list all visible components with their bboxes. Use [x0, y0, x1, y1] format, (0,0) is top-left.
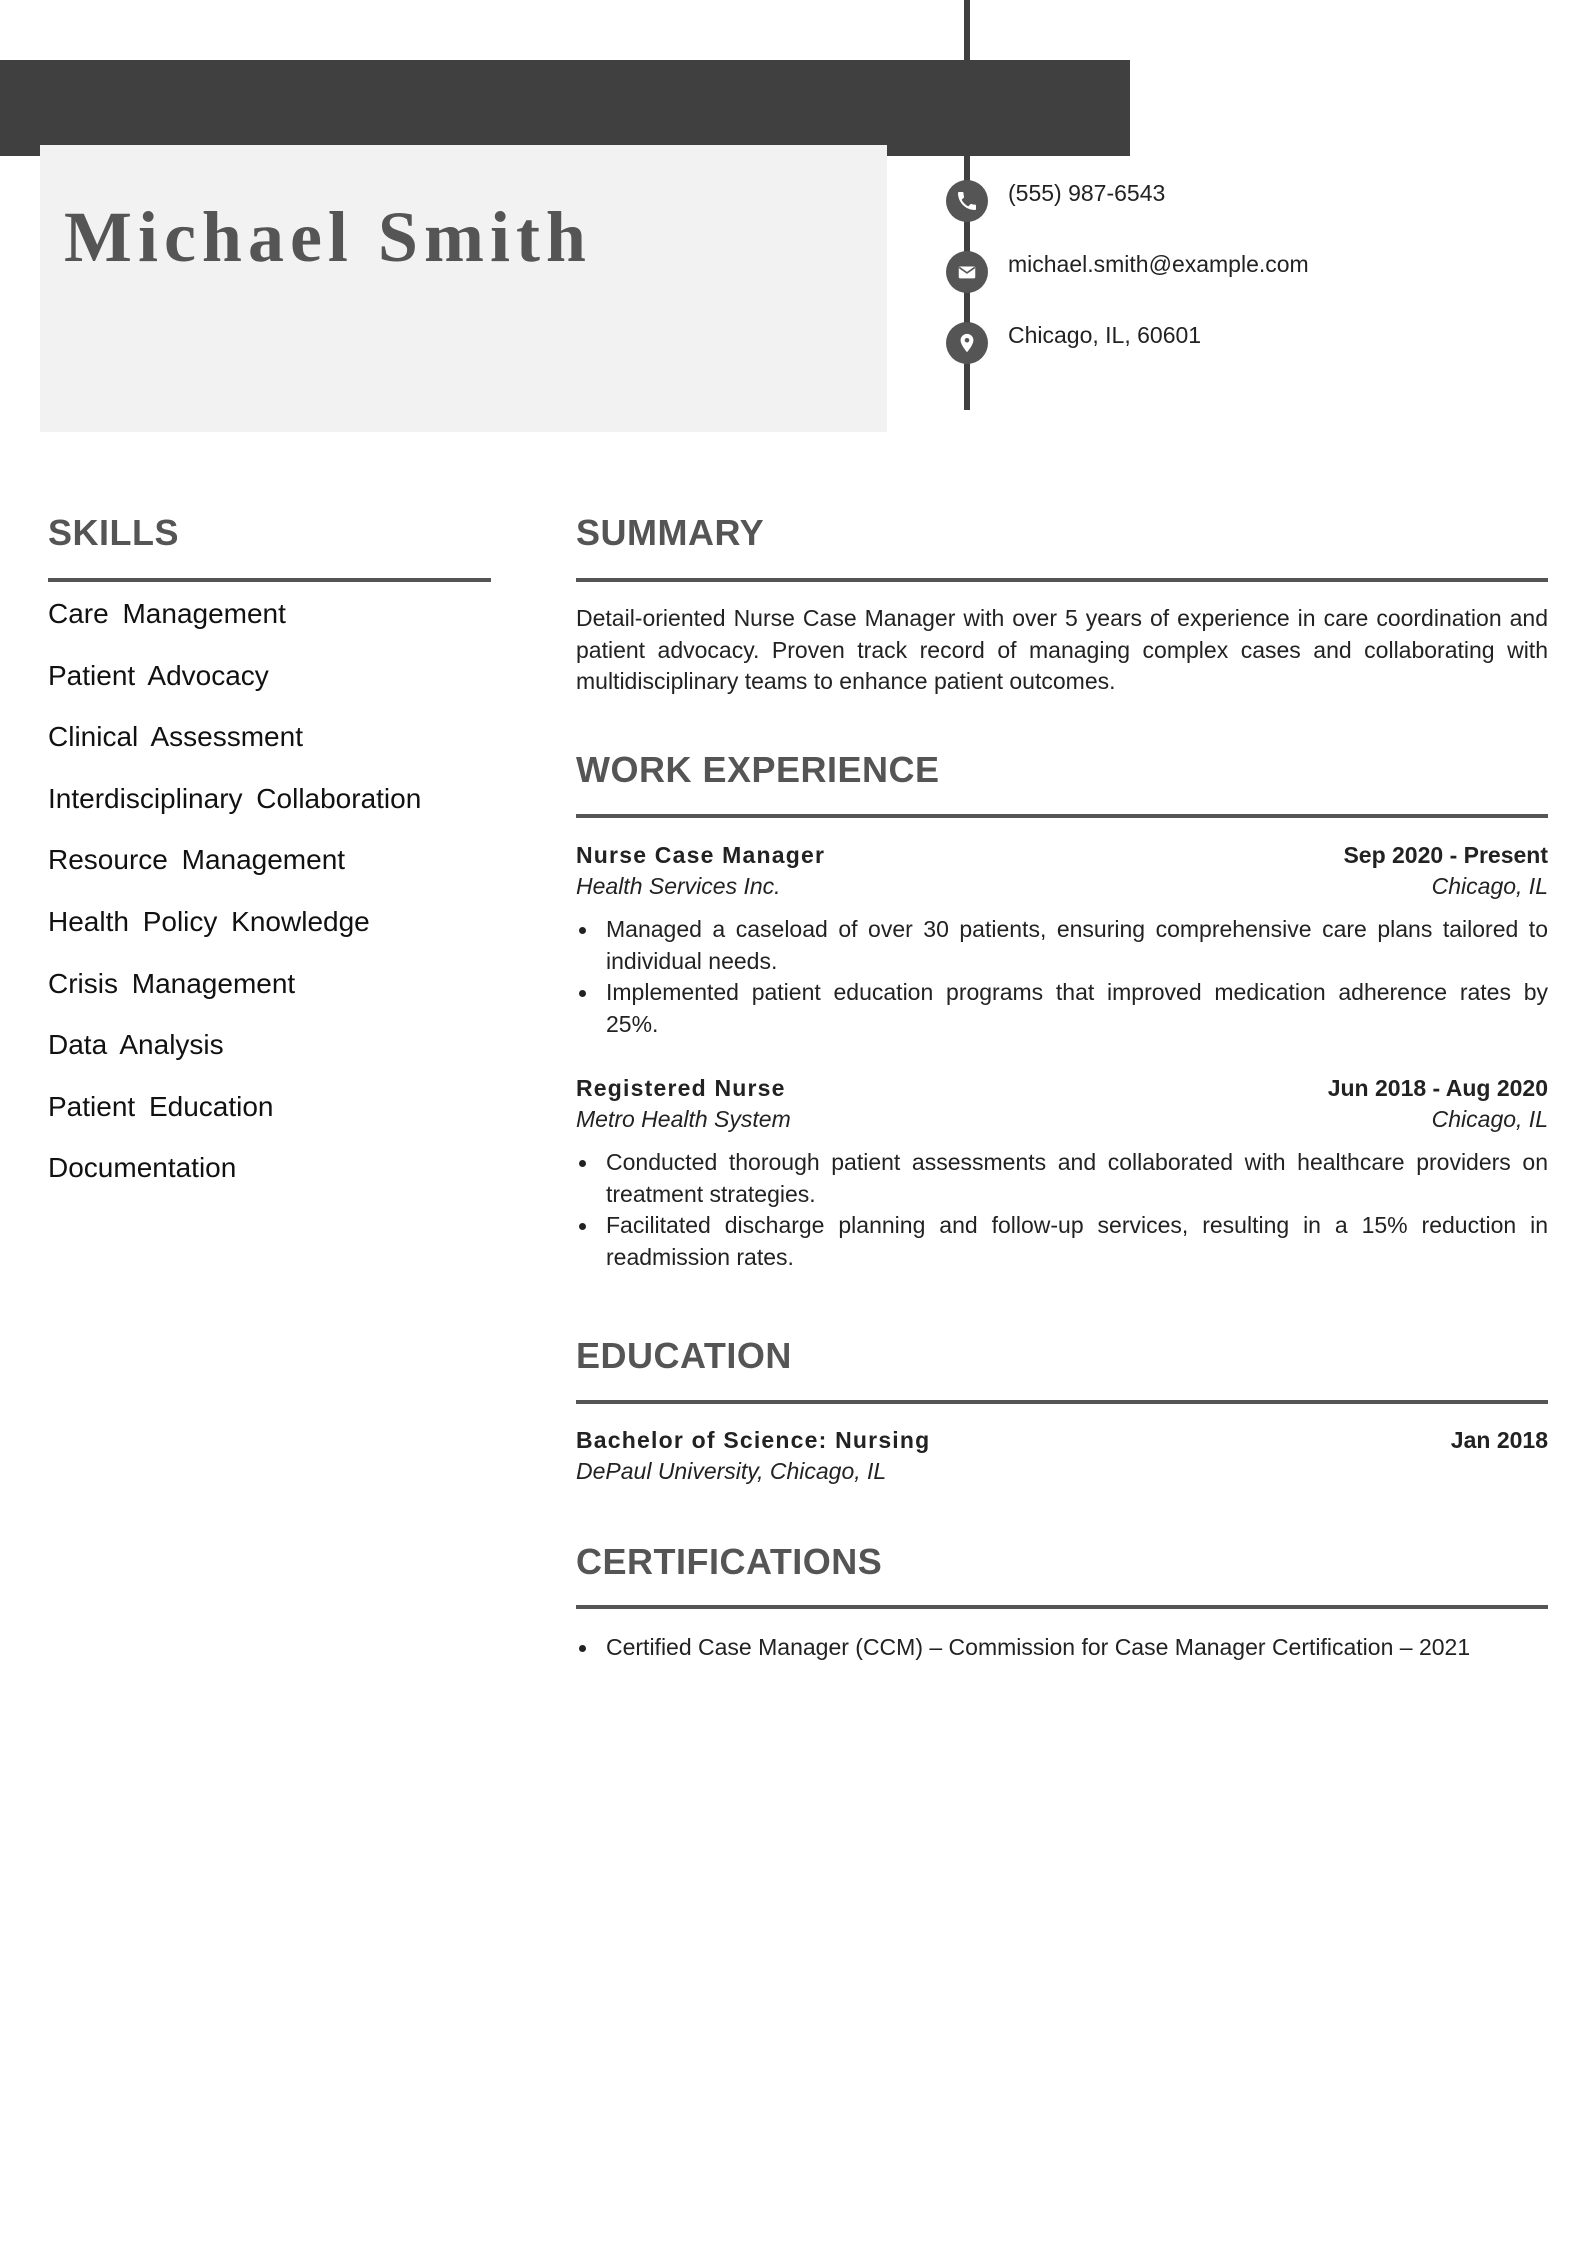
header-bar	[0, 60, 1130, 156]
job-dates: Jun 2018 - Aug 2020	[1327, 1075, 1548, 1101]
contact-location	[946, 322, 1201, 364]
skill-item: Clinical Assessment	[48, 721, 303, 753]
location-text: Chicago, IL, 60601	[1008, 321, 1202, 348]
job-title: Nurse Case Manager	[576, 842, 826, 868]
skill-item: Health Policy Knowledge	[48, 905, 370, 937]
school-name: DePaul University, Chicago, IL	[576, 1458, 887, 1484]
education-rule	[576, 1400, 1548, 1404]
summary-rule	[576, 578, 1548, 582]
job-entry	[576, 1075, 1548, 1273]
job-bullet: Implemented patient education programs that improved medication adherence rates by 25%.	[576, 977, 1548, 1040]
education-entry	[576, 1427, 1548, 1485]
candidate-name: Michael Smith	[64, 197, 592, 277]
skill-item: Data Analysis	[48, 1029, 224, 1061]
graduation-date: Jan 2018	[1450, 1427, 1548, 1453]
contact-phone	[946, 180, 1165, 222]
skill-item: Care Management	[48, 598, 286, 629]
skill-item: Resource Management	[48, 844, 346, 876]
certifications-heading: CERTIFICATIONS	[576, 1541, 883, 1582]
skills-rule	[48, 578, 491, 582]
certifications-entry	[576, 1618, 1548, 1664]
skills-heading: SKILLS	[48, 512, 180, 553]
experience-rule	[576, 814, 1548, 818]
certification-list	[576, 1632, 1548, 1664]
summary-text: Detail-oriented Nurse Case Manager with over 5 years of experience in care coordination and patient advocacy. Proven track record of managing complex cases and collaborating with multidisciplinary teams to enhance patient outcomes.	[576, 605, 1548, 694]
skills-list	[48, 598, 421, 1214]
contact-email	[946, 251, 1309, 293]
skill-item: Patient Education	[48, 1090, 274, 1122]
degree-name: Bachelor of Science: Nursing	[576, 1427, 931, 1453]
experience-heading: WORK EXPERIENCE	[576, 749, 940, 790]
job-entry	[576, 842, 1548, 1040]
job-bullet: Conducted thorough patient assessments and collaborated with healthcare providers on treatment strategies.	[576, 1147, 1548, 1210]
certifications-rule	[576, 1605, 1548, 1609]
skill-item: Interdisciplinary Collaboration	[48, 782, 422, 814]
skill-item: Documentation	[48, 1152, 237, 1184]
phone-text: (555) 987-6543	[1008, 179, 1166, 206]
education-heading: EDUCATION	[576, 1335, 792, 1376]
map-pin-icon	[946, 322, 988, 364]
job-dates: Sep 2020 - Present	[1343, 842, 1548, 868]
skill-item: Patient Advocacy	[48, 659, 269, 691]
job-bullets	[576, 914, 1548, 1040]
job-bullets	[576, 1147, 1548, 1273]
job-location: Chicago, IL	[1431, 1106, 1548, 1132]
certification-item: Certified Case Manager (CCM) – Commission for Case Manager Certification – 2021	[576, 1632, 1548, 1664]
job-company: Metro Health System	[576, 1106, 791, 1132]
envelope-icon	[946, 251, 988, 293]
email-text: michael.smith@example.com	[1008, 250, 1309, 277]
job-company: Health Services Inc.	[576, 873, 781, 899]
job-title: Registered Nurse	[576, 1075, 786, 1101]
job-bullet: Facilitated discharge planning and follow-up services, resulting in a 15% reduction in readmission rates.	[576, 1210, 1548, 1273]
skill-item: Crisis Management	[48, 967, 296, 999]
name-panel	[40, 145, 887, 432]
job-bullet: Managed a caseload of over 30 patients, ensuring comprehensive care plans tailored to individual needs.	[576, 914, 1548, 977]
phone-icon	[946, 180, 988, 222]
job-location: Chicago, IL	[1431, 873, 1548, 899]
summary-heading: SUMMARY	[576, 512, 765, 553]
